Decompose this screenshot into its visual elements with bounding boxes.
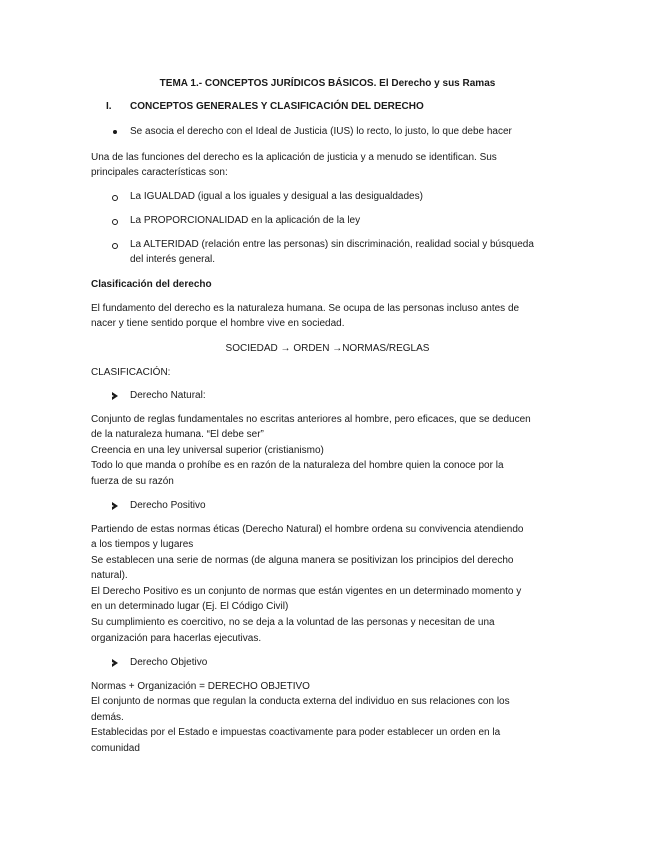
formula: SOCIEDAD → ORDEN →NORMAS/REGLAS	[225, 343, 430, 354]
positivo-line: a los tiempos y lugares	[91, 539, 194, 550]
foundation-para-line: nacer y tiene sentido porque el hombre vive en sociedad.	[91, 318, 345, 329]
characteristic-item-continued: del interés general.	[130, 254, 216, 265]
section-heading: CONCEPTOS GENERALES Y CLASIFICACIÓN DEL DERECHO	[130, 101, 424, 112]
section-number: I.	[106, 101, 112, 112]
objetivo-line: comunidad	[91, 743, 140, 754]
positivo-line: Partiendo de estas normas éticas (Derecho Natural) el hombre ordena su convivencia atendiendo	[91, 524, 524, 535]
document-title: TEMA 1.- CONCEPTOS JURÍDICOS BÁSICOS. El Derecho y sus Ramas	[159, 78, 496, 89]
foundation-para-line: El fundamento del derecho es la naturaleza humana. Se ocupa de las personas incluso antes de	[91, 303, 520, 314]
circle-bullet-icon	[112, 243, 118, 249]
bullet-dot-icon	[113, 130, 117, 134]
functions-para-line: Una de las funciones del derecho es la aplicación de justicia y a menudo se identifican. Sus	[91, 152, 497, 163]
characteristic-item: La ALTERIDAD (relación entre las personas) sin discriminación, realidad social y búsqueda	[130, 239, 534, 250]
positivo-line: natural).	[91, 570, 128, 581]
positivo-heading: Derecho Positivo	[130, 500, 206, 511]
natural-line: fuerza de su razón	[91, 476, 174, 487]
circle-bullet-icon	[112, 219, 118, 225]
characteristic-item: La PROPORCIONALIDAD en la aplicación de la ley	[130, 215, 361, 226]
natural-line: Conjunto de reglas fundamentales no escritas anteriores al hombre, pero eficaces, que se deducen	[91, 414, 531, 425]
objetivo-line: El conjunto de normas que regulan la conducta externa del individuo en sus relaciones con los	[91, 696, 510, 707]
objetivo-line: demás.	[91, 712, 124, 723]
natural-line: Creencia en una ley universal superior (cristianismo)	[91, 445, 324, 456]
classification-heading: Clasificación del derecho	[91, 279, 212, 290]
circle-bullet-icon	[112, 195, 118, 201]
positivo-line: en un determinado lugar (Ej. El Código Civil)	[91, 601, 289, 612]
arrow-bullet-icon	[112, 659, 118, 667]
classification-label: CLASIFICACIÓN:	[91, 367, 171, 378]
arrow-bullet-icon	[112, 502, 118, 510]
positivo-line: Su cumplimiento es coercitivo, no se deja a la voluntad de las personas y necesitan de una	[91, 617, 495, 628]
intro-bullet-text: Se asocia el derecho con el Ideal de Justicia (IUS) lo recto, lo justo, lo que debe hacer	[130, 126, 512, 137]
natural-line: Todo lo que manda o prohíbe es en razón de la naturaleza del hombre quien la conoce por la	[91, 460, 504, 471]
functions-para-line: principales características son:	[91, 167, 228, 178]
characteristic-item: La IGUALDAD (igual a los iguales y desigual a las desigualdades)	[130, 191, 423, 202]
objetivo-heading: Derecho Objetivo	[130, 657, 208, 668]
natural-line: de la naturaleza humana. “El debe ser”	[91, 429, 264, 440]
objetivo-line: Normas + Organización = DERECHO OBJETIVO	[91, 681, 310, 692]
positivo-line: Se establecen una serie de normas (de alguna manera se positivizan los principios del derecho	[91, 555, 514, 566]
positivo-line: El Derecho Positivo es un conjunto de normas que están vigentes en un determinado momento y	[91, 586, 522, 597]
positivo-line: organización para hacerlas ejecutivas.	[91, 633, 262, 644]
natural-heading: Derecho Natural:	[130, 390, 206, 401]
arrow-bullet-icon	[112, 392, 118, 400]
objetivo-line: Establecidas por el Estado e impuestas coactivamente para poder establecer un orden en la	[91, 727, 501, 738]
